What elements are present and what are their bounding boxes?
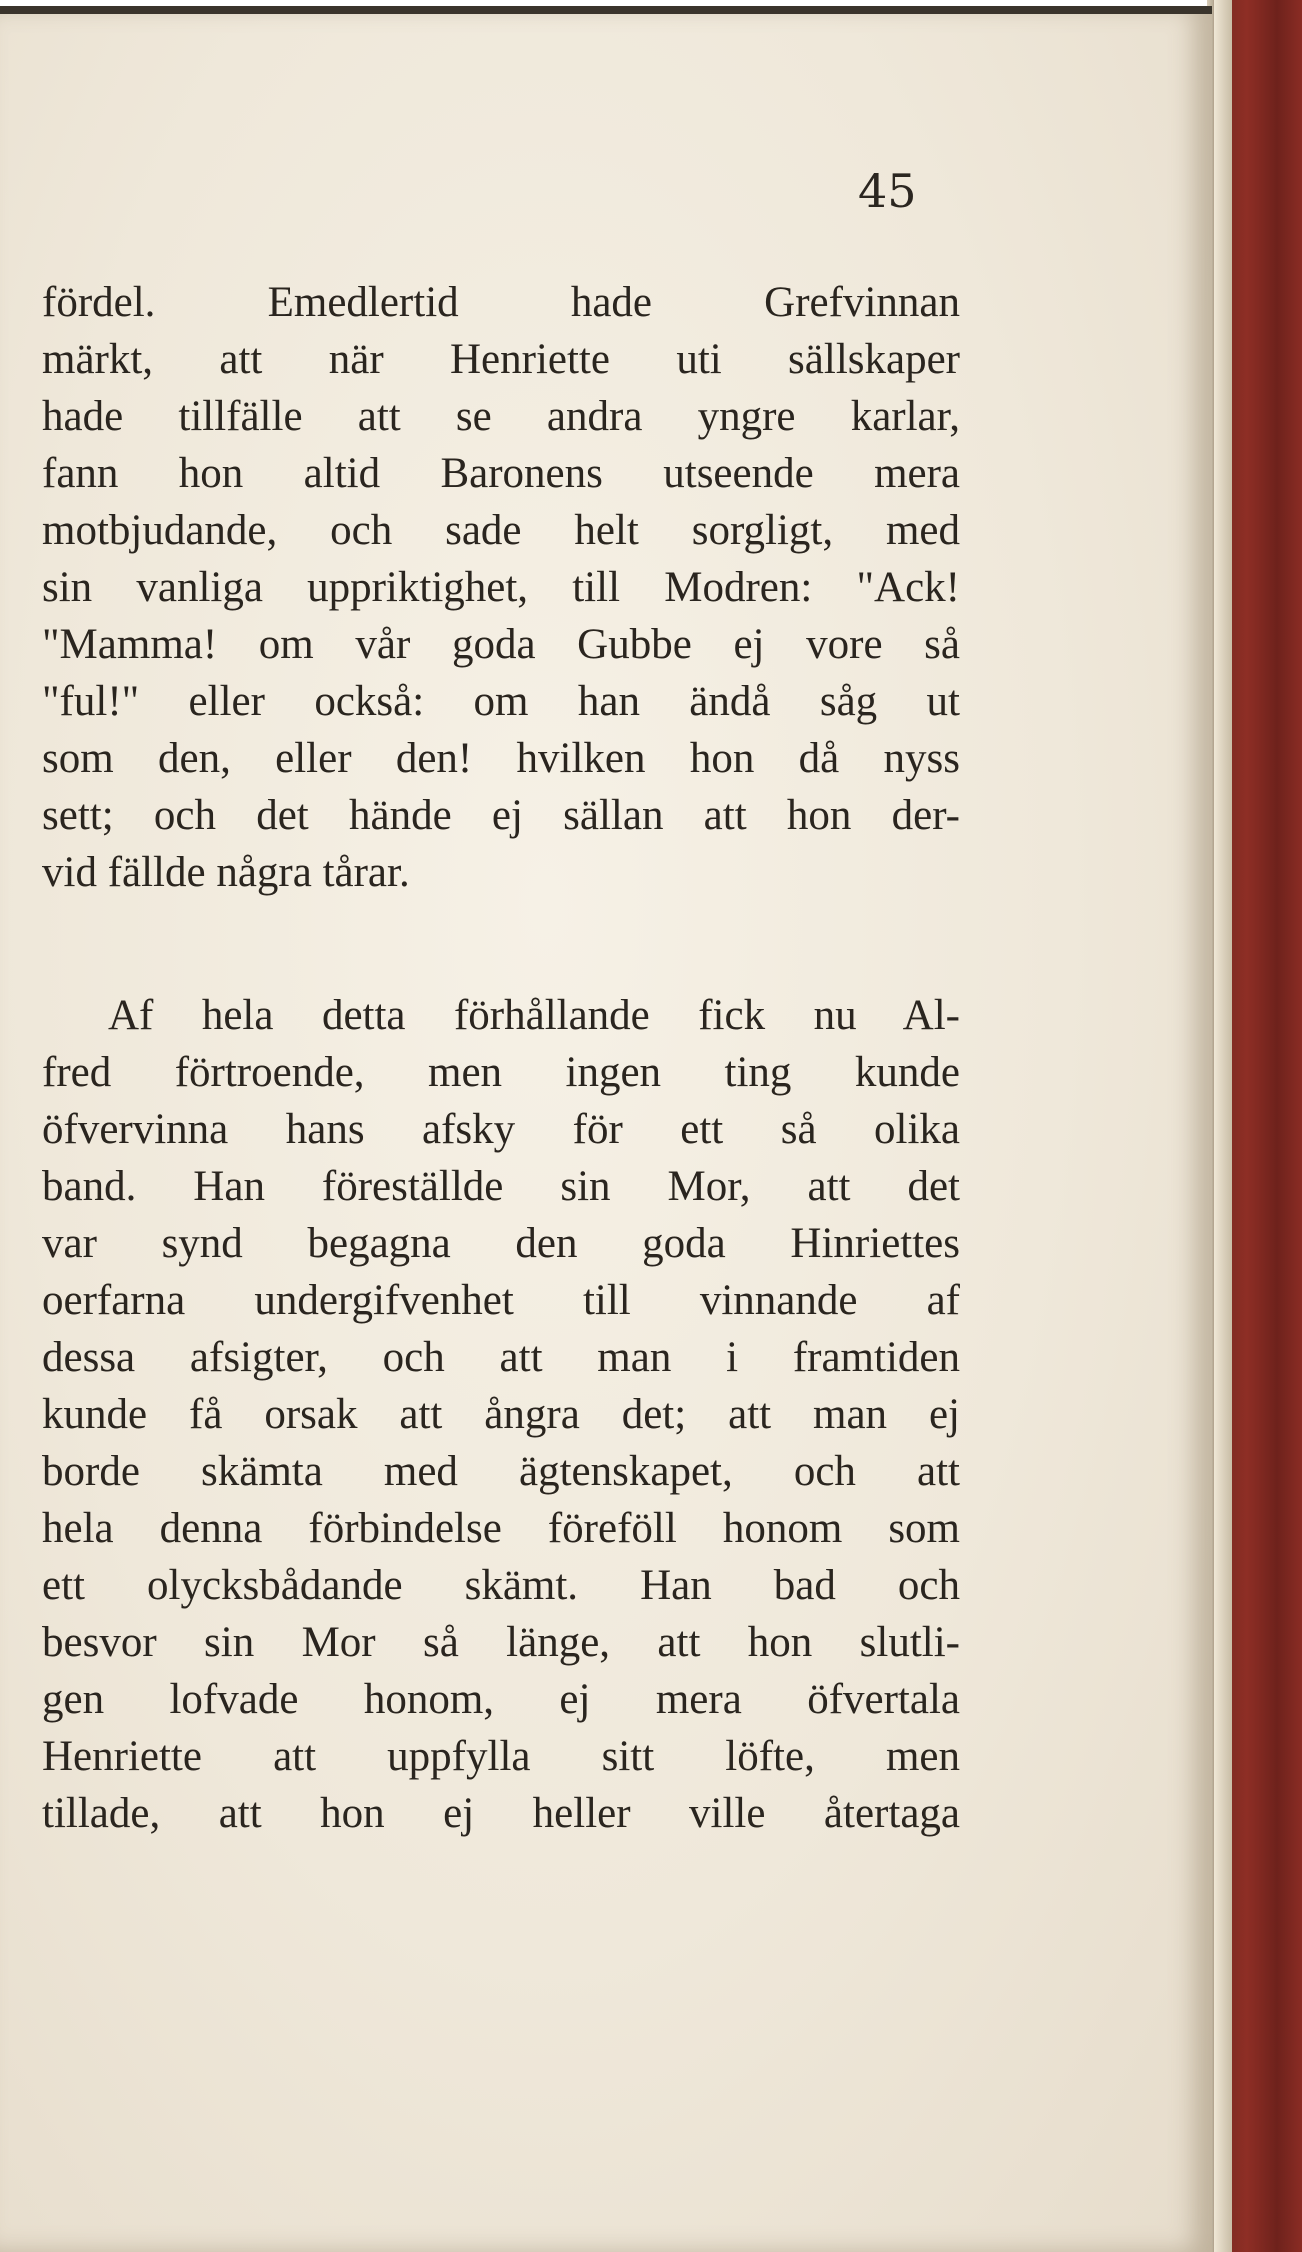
text-line: märkt, att när Henriette uti sällskaper (42, 336, 960, 383)
text-line: gen lofvade honom, ej mera öfvertala (42, 1676, 960, 1723)
text-line: som den, eller den! hvilken hon då nyss (42, 735, 960, 782)
text-line: tillade, att hon ej heller ville återtaga (42, 1790, 960, 1837)
text-line: Henriette att uppfylla sitt löfte, men (42, 1733, 960, 1780)
text-line: sett; och det hände ej sällan att hon der- (42, 792, 960, 839)
text-line: besvor sin Mor så länge, att hon slutli- (42, 1619, 960, 1666)
text-line: ett olycksbådande skämt. Han bad och (42, 1562, 960, 1609)
text-line: borde skämta med ägtenskapet, och att (42, 1448, 960, 1495)
text-line: sin vanliga uppriktighet, till Modren: "Ack! (42, 564, 960, 611)
text-line: Af hela detta förhållande fick nu Al- (108, 992, 960, 1039)
text-line: hela denna förbindelse föreföll honom som (42, 1505, 960, 1552)
text-line: "Mamma! om vår goda Gubbe ej vore så (42, 621, 960, 668)
text-line: hade tillfälle att se andra yngre karlar, (42, 393, 960, 440)
text-line: motbjudande, och sade helt sorgligt, med (42, 507, 960, 554)
text-line: fred förtroende, men ingen ting kunde (42, 1049, 960, 1096)
body-text (42, 274, 960, 1842)
book-page (0, 6, 1212, 2252)
text-line: fann hon altid Baronens utseende mera (42, 450, 960, 497)
text-line: kunde få orsak att ångra det; att man ej (42, 1391, 960, 1438)
text-line: fördel. Emedlertid hade Grefvinnan (42, 279, 960, 326)
page-top-edge (0, 6, 1212, 14)
paragraph-gap (42, 901, 960, 987)
text-line: öfvervinna hans afsky för ett så olika (42, 1106, 960, 1153)
paragraph-2 (42, 987, 960, 1842)
text-line: vid fällde några tårar. (42, 849, 410, 896)
paragraph-1 (42, 274, 960, 901)
page-number: 45 (858, 164, 917, 218)
text-line: oerfarna undergifvenhet till vinnande af (42, 1277, 960, 1324)
text-line: var synd begagna den goda Hinriettes (42, 1220, 960, 1267)
text-line: "ful!" eller också: om han ändå såg ut (42, 678, 960, 725)
text-line: dessa afsigter, och att man i framtiden (42, 1334, 960, 1381)
text-line: band. Han föreställde sin Mor, att det (42, 1163, 960, 1210)
page-edges (1214, 0, 1232, 2252)
